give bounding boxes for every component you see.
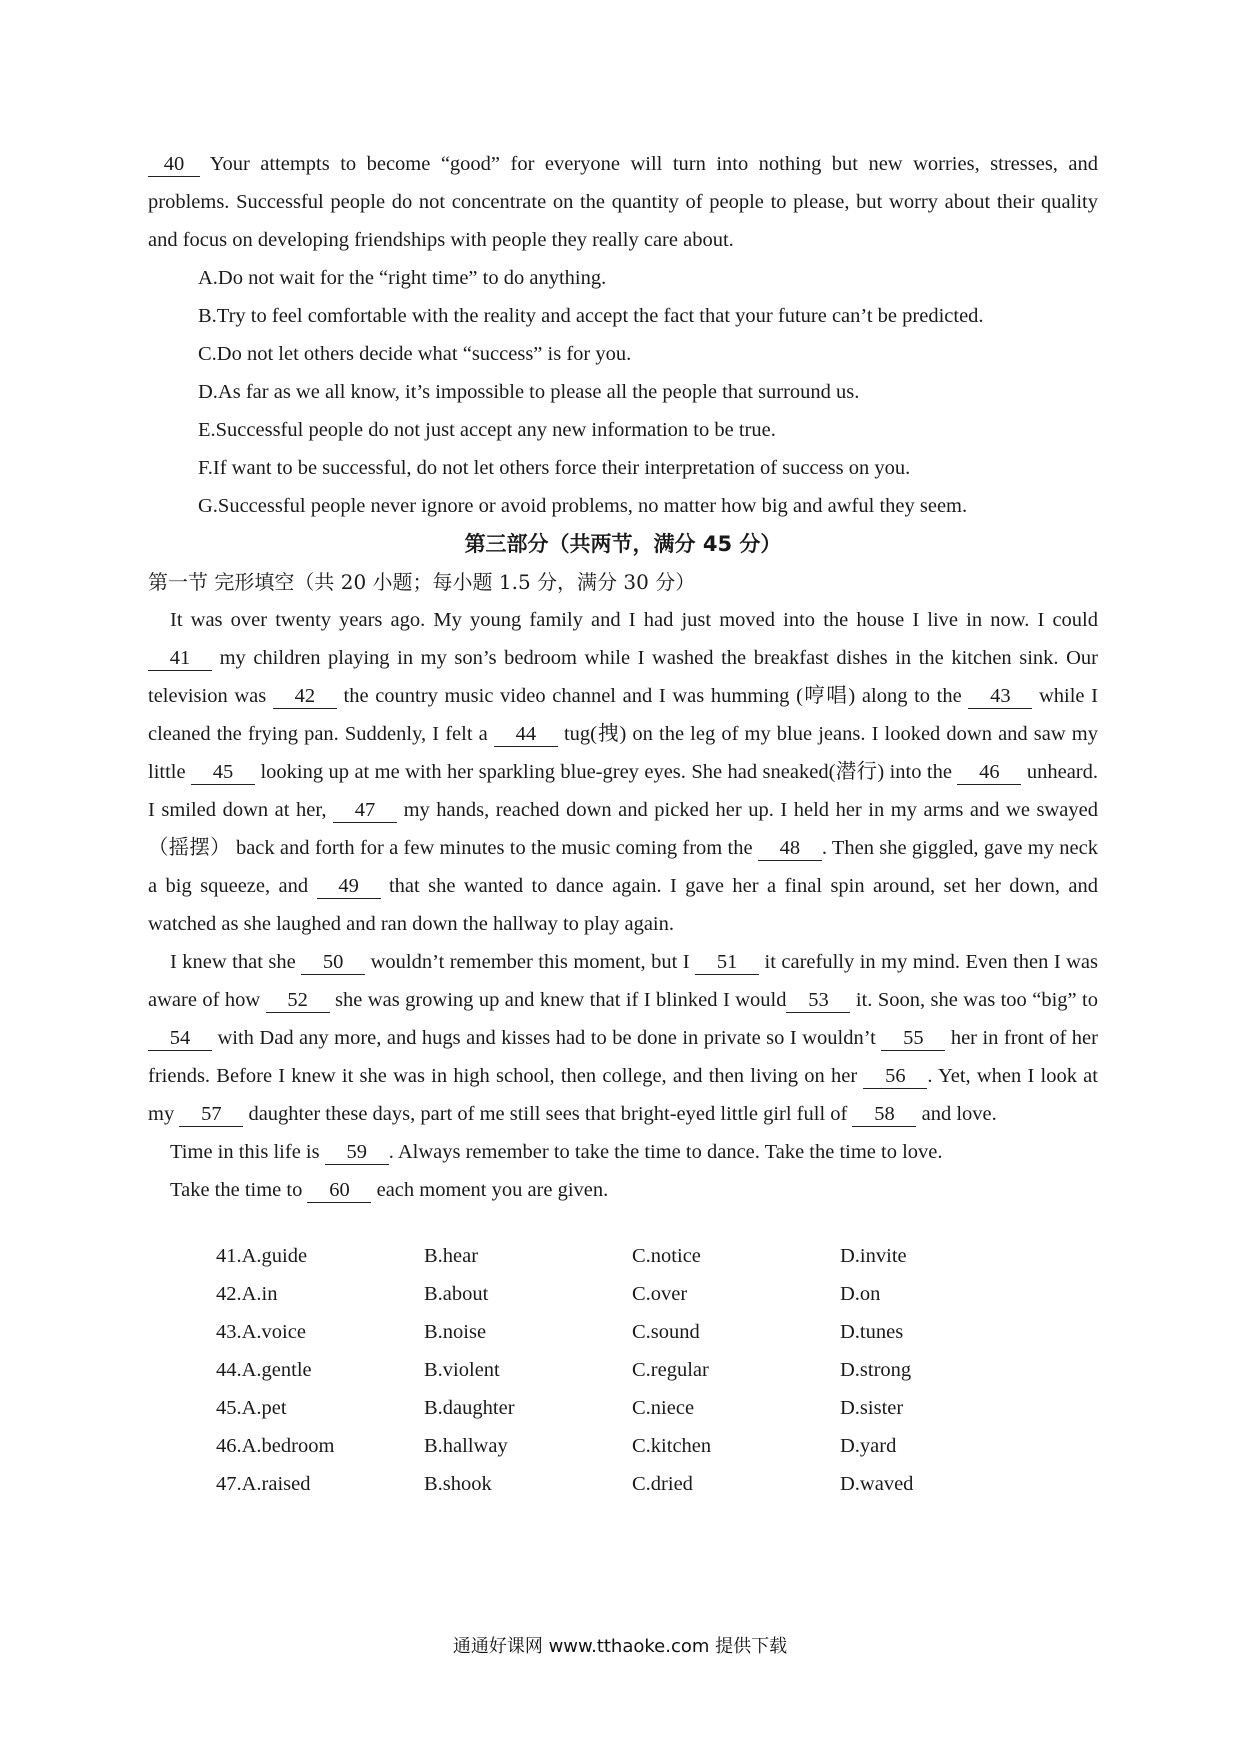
passage-text: with Dad any more, and hugs and kisses had to be done in private so I wouldn’t — [212, 1027, 882, 1049]
choice-row-43 — [216, 1313, 1098, 1351]
blank-57: 57 — [179, 1102, 243, 1127]
choice-46-b: B.hallway — [424, 1435, 508, 1457]
choice-row-47 — [216, 1465, 1098, 1503]
blank-52: 52 — [266, 988, 330, 1013]
option-d: D.As far as we all know, it’s impossible to please all the people that surround us. — [198, 381, 860, 403]
passage-text: It was over twenty years ago. My young family and I had just moved into the house I live in now. I could — [170, 609, 1098, 631]
choice-row-46 — [216, 1427, 1098, 1465]
passage-text: it carefully in my mind. Even then I was aware of how — [148, 951, 1099, 1011]
passage-text: she was growing up and knew that if I blinked I would — [329, 989, 787, 1011]
choice-47-b: B.shook — [424, 1473, 492, 1495]
blank-53: 53 — [786, 988, 850, 1013]
passage-text: unheard. I smiled down at her, — [148, 761, 1098, 821]
passage-text: . Always remember to take the time to dance. Take the time to love. — [388, 1141, 943, 1163]
option-b: B.Try to feel comfortable with the reality and accept the fact that your future can’t be predicted. — [198, 305, 984, 327]
passage-text: looking up at me with her sparkling blue-grey eyes. She had sneaked(潜行) into the — [255, 761, 958, 783]
passage-text: while I cleaned the frying pan. Suddenly, I felt a — [148, 685, 1098, 745]
blank-44: 44 — [494, 722, 558, 747]
section-subtitle: 第一节 完形填空（共 20 小题；每小题 1.5 分，满分 30 分） — [148, 570, 696, 594]
choice-47-c: C.dried — [632, 1473, 693, 1495]
passage-text: her in front of her friends. Before I knew it she was in high school, then college, and then living on her — [148, 1027, 1098, 1087]
blank-41: 41 — [148, 646, 212, 671]
passage-paragraph-1 — [148, 601, 1098, 943]
choice-42-d: D.on — [840, 1283, 881, 1305]
choice-42-a: 42.A.in — [216, 1283, 278, 1305]
choice-44-c: C.regular — [632, 1359, 709, 1381]
choice-43-a: 43.A.voice — [216, 1321, 306, 1343]
passage-text: I knew that she — [170, 951, 302, 973]
choice-row-41 — [216, 1237, 1098, 1275]
choice-44-d: D.strong — [840, 1359, 912, 1381]
intro-paragraph — [148, 145, 1098, 259]
choice-44-a: 44.A.gentle — [216, 1359, 312, 1381]
choice-43-c: C.sound — [632, 1321, 700, 1343]
option-f: F.If want to be successful, do not let others force their interpretation of success on you. — [198, 457, 911, 479]
choice-44-b: B.violent — [424, 1359, 500, 1381]
choice-46-a: 46.A.bedroom — [216, 1435, 335, 1457]
passage-text: Time in this life is — [170, 1141, 325, 1163]
passage-paragraph-3 — [148, 1133, 1098, 1171]
passage-text: Take the time to — [170, 1179, 308, 1201]
choice-46-d: D.yard — [840, 1435, 897, 1457]
choice-table — [148, 1237, 1098, 1503]
section-title: 第三部分（共两节，满分 45 分） — [464, 532, 782, 556]
option-list — [148, 259, 1098, 525]
passage-text: it. Soon, she was too “big” to — [850, 989, 1098, 1011]
blank-42: 42 — [273, 684, 337, 709]
choice-42-b: B.about — [424, 1283, 489, 1305]
passage-text: . Yet, when I look at my — [148, 1065, 1098, 1125]
choice-43-d: D.tunes — [840, 1321, 904, 1343]
blank-45: 45 — [191, 760, 255, 785]
passage-text: that she wanted to dance again. I gave her a final spin around, set her down, and watched as she laughed and ran down the hallway to play again. — [148, 875, 1098, 935]
passage-text: and love. — [916, 1103, 997, 1125]
blank-43: 43 — [968, 684, 1032, 709]
choice-45-c: C.niece — [632, 1397, 695, 1419]
choice-row-42 — [216, 1275, 1098, 1313]
choice-42-c: C.over — [632, 1283, 688, 1305]
choice-45-b: B.daughter — [424, 1397, 515, 1419]
choice-43-b: B.noise — [424, 1321, 487, 1343]
blank-50: 50 — [301, 950, 365, 975]
choice-41-c: C.notice — [632, 1245, 701, 1267]
passage-text: wouldn’t remember this moment, but I — [365, 951, 696, 973]
passage-text: daughter these days, part of me still sees that bright-eyed little girl full of — [243, 1103, 853, 1125]
passage-text: the country music video channel and I was humming (哼唱) along to the — [336, 685, 969, 707]
blank-49: 49 — [317, 874, 381, 899]
passage-paragraph-2 — [148, 943, 1098, 1133]
blank-56: 56 — [863, 1064, 927, 1089]
page-content — [148, 145, 1098, 1503]
passage-text: each moment you are given. — [371, 1179, 609, 1201]
choice-41-a: 41.A.guide — [216, 1245, 308, 1267]
blank-40: 40 — [148, 152, 200, 177]
option-g: G.Successful people never ignore or avoid problems, no matter how big and awful they seem. — [198, 495, 968, 517]
blank-55: 55 — [881, 1026, 945, 1051]
choice-47-a: 47.A.raised — [216, 1473, 311, 1495]
passage-text: . Then she giggled, gave my neck a big squeeze, and — [148, 837, 1098, 897]
choice-45-d: D.sister — [840, 1397, 904, 1419]
choice-row-45 — [216, 1389, 1098, 1427]
passage-text: my children playing in my son’s bedroom while I washed the breakfast dishes in the kitchen sink. Our television was — [148, 647, 1098, 707]
blank-46: 46 — [957, 760, 1021, 785]
choice-row-44 — [216, 1351, 1098, 1389]
blank-48: 48 — [758, 836, 822, 861]
intro-text: Your attempts to become “good” for everyone will turn into nothing but new worries, stresses, and problems. Successful people do not concentrate on the quantity of people to please, but worry about their quality and focus on developing friendships with people they really care about. — [148, 153, 1098, 251]
blank-58: 58 — [852, 1102, 916, 1127]
choice-41-b: B.hear — [424, 1245, 479, 1267]
blank-51: 51 — [695, 950, 759, 975]
blank-60: 60 — [307, 1178, 371, 1203]
blank-59: 59 — [325, 1140, 389, 1165]
passage-text: my hands, reached down and picked her up. I held her in my arms and we swayed（摇摆） back and forth for a few minutes to the music coming from the — [148, 799, 1098, 859]
blank-54: 54 — [148, 1026, 212, 1051]
choice-46-c: C.kitchen — [632, 1435, 712, 1457]
passage-paragraph-4 — [148, 1171, 1098, 1209]
page-footer: 通通好课网 www.tthaoke.com 提供下载 — [452, 1636, 788, 1657]
option-a: A.Do not wait for the “right time” to do anything. — [198, 267, 607, 289]
option-e: E.Successful people do not just accept any new information to be true. — [198, 419, 776, 441]
choice-41-d: D.invite — [840, 1245, 907, 1267]
passage-text: tug(拽) on the leg of my blue jeans. I looked down and saw my little — [148, 723, 1098, 783]
choice-47-d: D.waved — [840, 1473, 914, 1495]
blank-47: 47 — [333, 798, 397, 823]
option-c: C.Do not let others decide what “success” is for you. — [198, 343, 632, 365]
choice-45-a: 45.A.pet — [216, 1397, 287, 1419]
